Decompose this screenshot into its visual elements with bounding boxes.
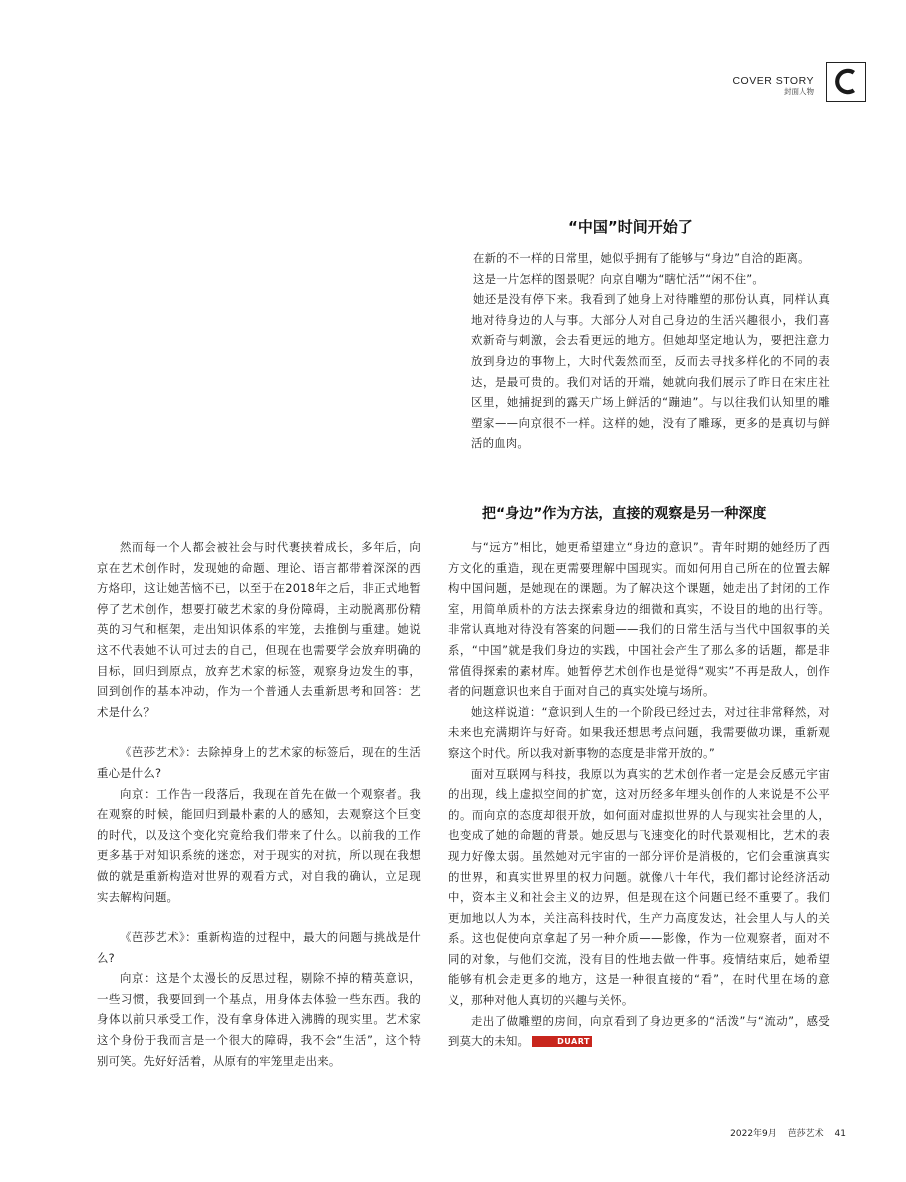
paragraph: 面对互联网与科技，我原以为真实的艺术创作者一定是会反感元宇宙的出现，线上虚拟空间的扩宽，这对历经多年埋头创作的人来说是不公平的。而向京的态度却很开放，如何面对虚拟世界的人与现实社会里的人，也变成了她的命题的背景。她反思与飞速变化的时代景观相比，艺术的表现力好像太弱。虽然她对元宇宙的一部分评价是消极的，它们会重演真实的世界，和真实世界里的权力问题。就像八十年代，我们都讨论经济活动中，资本主义和社会主义的边界，但是现在这个问题已经不重要了。我们更加地以人为本，关注高科技时代，生产力高度发达，社会里人与人的关系。这也促使向京拿起了另一种介质——影像，作为一位观察者，面对不同的对象，与他们交流，没有目的性地去做一件事。疫情结束后，她希望能够有机会走更多的地方，这是一种很直接的“看”，在时代里在场的意义，那种对他人真切的兴趣与关怀。 — [448, 766, 830, 1008]
left-column — [97, 537, 421, 1071]
cover-story-subtitle: 封面人物 — [784, 87, 814, 96]
interview-question: 《芭莎艺术》：重新构造的过程中，最大的问题与挑战是什么? — [97, 930, 421, 965]
c-logo-glyph — [827, 63, 864, 100]
footer-date: 2022年9月 — [730, 1129, 777, 1139]
paragraph: 她这样说道：“意识到人生的一个阶段已经过去，对过往非常释然，对未来也充满期许与好奇。如果我还想思考点问题，我需要做功课，重新观察这个时代。所以我对新事物的态度是非常开放的。” — [448, 704, 830, 760]
footer-magazine: 芭莎艺术 — [787, 1129, 824, 1139]
paragraph: 她还是没有停下来。我看到了她身上对待雕塑的那份认真，同样认真地对待身边的人与事。大部分人对自己身边的生活兴趣很小，我们喜欢新奇与刺激，会去看更远的地方。但她却坚定地认为，要把注意力放到身边的事物上，大时代轰然而至，反而去寻找多样化的不同的表达，是最可贵的。我们对话的开端，她就向我们展示了昨日在宋庄社区里，她捕捉到的露天广场上鲜活的“蹦迪”。与以往我们认知里的雕塑家——向京很不一样。这样的她，没有了雕琢，更多的是真切与鲜活的血肉。 — [471, 292, 830, 451]
end-mark-logo: DUART — [532, 1036, 592, 1047]
interview-question: 《芭莎艺术》：去除掉身上的艺术家的标签后，现在的生活重心是什么? — [97, 745, 421, 780]
paragraph: 在新的不一样的日常里，她似乎拥有了能够与“身边”自洽的距离。 — [473, 251, 810, 265]
paragraph: 与“远方”相比，她更希望建立“身边的意识”。青年时期的她经历了西方文化的重造，现在更需要理解中国现实。而如何用自己所在的位置去解构中国问题，是她现在的课题。为了解决这个课题，她走出了封闭的工作室，用简单质朴的方法去探索身边的细微和真实，不设目的地的出行等。非常认真地对待没有答案的问题——我们的日常生活与当代中国叙事的关系，“中国”就是我们身边的实践，中国社会产生了那么多的话题，都是非常值得探索的素材库。她暂停艺术创作也是觉得“观实”不再是敌人，创作者的问题意识也来自于面对自己的真实处境与场所。 — [448, 540, 830, 699]
section-heading-china-time: “中国”时间开始了 — [568, 218, 693, 236]
cover-story-label-group — [732, 75, 814, 97]
paragraph: 然而每一个人都会被社会与时代裹挟着成长，多年后，向京在艺术创作时，发现她的命题、理论、语言都带着深深的西方烙印，这让她苦恼不已，以至于在2018年之后，非正式地暂停了艺术创作，想要打破艺术家的身份障碍，主动脱离那份精英的习气和框架，走出知识体系的牢笼，去推倒与重建。她说这不代表她不认可过去的自己，但现在也需要学会放弃明确的目标，回归到原点，放弃艺术家的标签，观察身边发生的事，回到创作的基本冲动，作为一个普通人去重新思考和回答：艺术是什么？ — [97, 540, 421, 719]
section-heading-method: 把“身边”作为方法，直接的观察是另一种深度 — [482, 506, 767, 522]
interview-answer: 向京：这是个太漫长的反思过程，剔除不掉的精英意识，一些习惯，我要回到一个基点，用身体去体验一些东西。我的身体以前只承受工作，没有拿身体进入沸腾的现实里。艺术家这个身份于我而言是一个很大的障碍，我不会“生活”，这个特别可笑。先好好活着，从原有的牢笼里走出来。 — [97, 971, 421, 1068]
cover-story-title: COVER STORY — [732, 75, 814, 87]
paragraph: 这是一片怎样的图景呢？向京自嘲为“瞎忙活”“闲不住”。 — [473, 271, 764, 286]
interview-answer: 向京：工作告一段落后，我现在首先在做一个观察者。我在观察的时候，能回归到最朴素的人的感知，去观察这个巨变的时代，以及这个变化究竟给我们带来了什么。以前我的工作更多基于对知识系统的迷恋，对于现实的对抗，所以现在我想做的就是重新构造对世界的观看方式，对自我的确认，立足现实去解构问题。 — [97, 786, 421, 904]
page-number: 41 — [834, 1129, 846, 1139]
right-section-1 — [471, 248, 830, 454]
c-logo-icon — [826, 62, 866, 102]
page-footer — [722, 1126, 846, 1139]
right-section-2 — [448, 537, 830, 1052]
cover-story-header — [716, 62, 866, 102]
paragraph — [448, 1011, 830, 1052]
closing-sentence: 走出了做雕塑的房间，向京看到了身边更多的“活泼”与“流动”，感受到莫大的未知。 — [448, 1013, 830, 1049]
